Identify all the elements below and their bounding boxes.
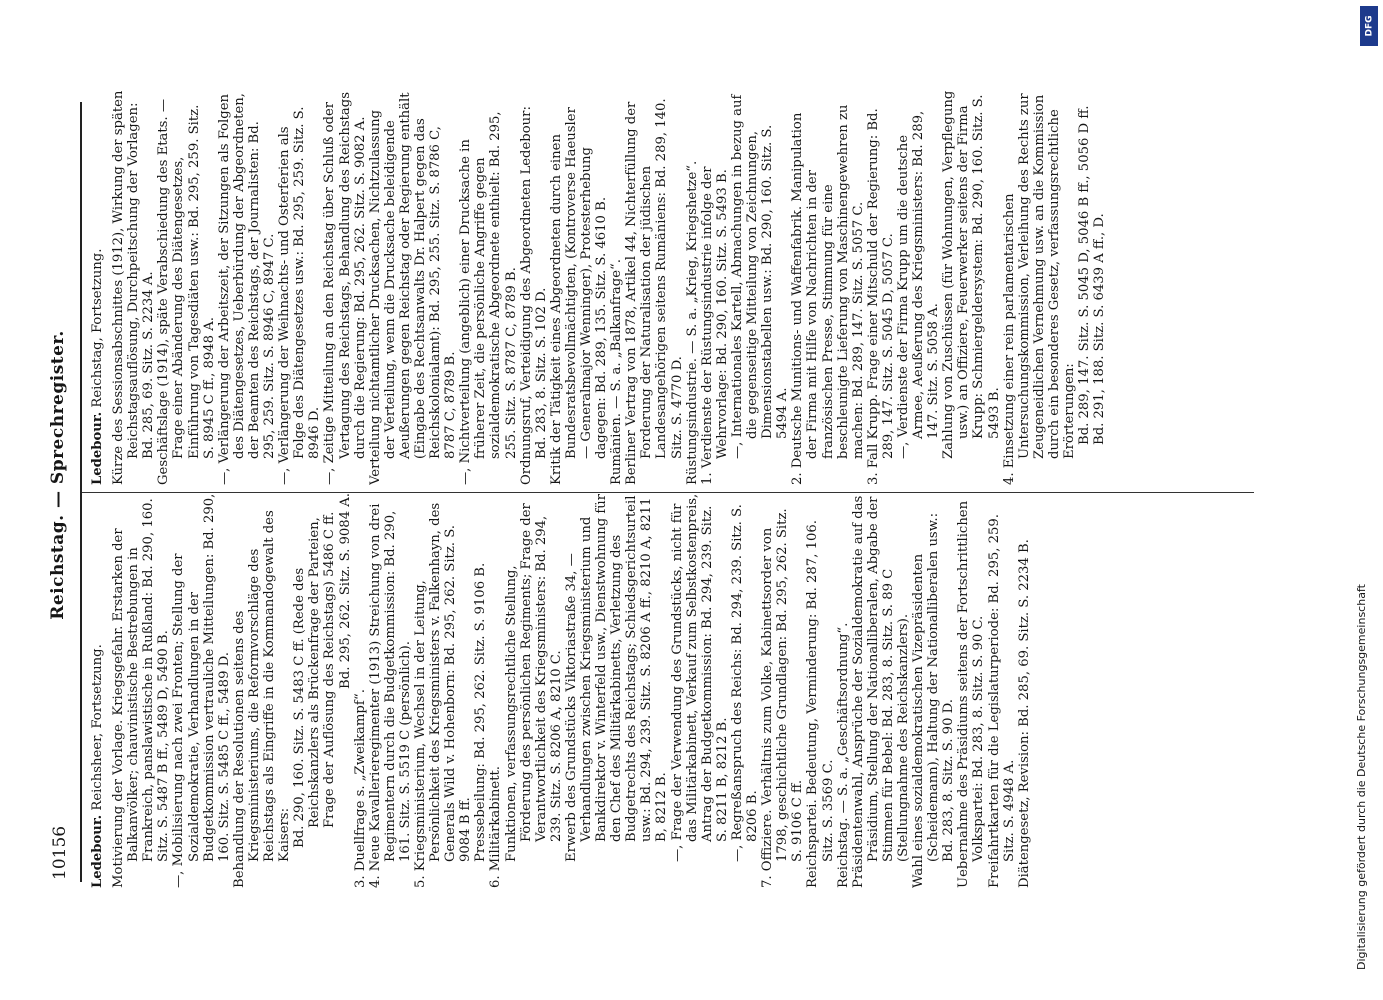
register-entry: Motivierung der Vorlage. Kriegsgefahr. Erstarken der Balkanvölker; chauvinistische Bestrebungen in Frankreich, panslawistische in Rußland: Bd. 290, 160. Sitz. S. 5487 B ff., 5489 D, 5490 B. <box>111 498 172 888</box>
register-entry: 3. Duellfrage s. „Zweikampf“. <box>352 689 368 888</box>
register-entry: 5. Kriegsministerium, Wechsel in der Leitung, Persönlichkeit des Kriegsministers v. Falkenhayn, des Generals Wild v. Hohenborn: Bd. 295, 262. Sitz. S. 9084 B ff. <box>412 502 474 888</box>
register-entry: —, Verlängerung der Weihnachts- und Osterferien als Folge des Diätengesetzes usw.: Bd. 295, 259. Sitz. S. 8946 D. <box>277 106 323 485</box>
register-entry: Erwerb des Grundstücks Viktoriastraße 34, — Verhandlungen zwischen Kriegsministerium und Bankdirektor v. Winterfeld usw., Dienstwohnung für den Chef des Militärkabinetts, Verletzung des Budgetrechts des Reichstags; Schiedsgerichtsurteil usw.: Bd. 294, 239. Sitz. S. 8206 A ff., 8210 A, 8211 B, 8212 B. <box>563 493 670 862</box>
register-entry: 3. Fall Krupp. Frage einer Mitschuld der Regierung: Bd. 289, 147. Sitz. S. 5045 D, 5057 C. <box>865 108 896 485</box>
register-entry: —, Zeitige Mitteilung an den Reichstag über Schluß oder Vertagung des Reichstags, Behandlung des Reichstags durch die Regierung: Bd. 295, 262. Sitz. S. 9082 A. <box>322 91 368 485</box>
register-entry: Diätengesetz, Revision: Bd. 285, 69. Sitz. S. 2234 B. <box>1016 539 1032 888</box>
register-entry: Reichstag. — S. a. „Geschäftsordnung“. <box>835 622 851 888</box>
register-entry: Zahlung von Zuschüssen (für Wohnungen, Verpflegung usw.) an Offiziere, Feuerwerker seitens der Firma Krupp: Schmiergeldersystem: Bd. 290, 160. Sitz. S. 5493 B. <box>941 90 1002 459</box>
right-column-heading <box>90 90 105 485</box>
register-entry: Rüstungsindustrie. — S. a. „Krieg, Kriegshetze“. <box>684 160 700 485</box>
register-entry: Berliner Vertrag von 1878, Artikel 44, Nichterfüllung der Forderung der Naturalisation der jüdischen Landesangehörigen seitens Rumäniens: Bd. 289, 140. Sitz. S. 4770 D. <box>624 98 685 485</box>
right-speaker-name: Ledebour. <box>90 411 105 485</box>
register-entry: Bd. 289, 147. Sitz. S. 5045 D, 5046 B ff., 5056 D ff. <box>1077 105 1093 445</box>
register-entry: Rumänien. — S. a. „Balkanfrage“. <box>609 259 625 485</box>
register-entry: Geschäftslage (1914), späte Verabschiedung des Etats. — Frage einer Abänderung des Diätengesetzes, Einführung von Tagesdiäten usw.: Bd. 295, 259. Sitz. S. 8945 C ff., 8948 A. <box>156 98 217 485</box>
register-entry: Freifahrtkarten für die Legislaturperiode: Bd. 295, 259. Sitz. S. 4948 A. <box>986 514 1017 888</box>
register-entry: —, Verlängerung der Arbeitszeit, der Sitzungen als Folgen des Diätengesetzes, Ueberbürdung der Abgeordneten, der Beamten des Reichstags, der Journalisten: Bd. 295, 259. Sitz. S. 8946 C, 8947 C. <box>216 93 278 485</box>
register-entry: 1. Verdienste der Rüstungsindustrie infolge der Wehrvorlage: Bd. 290, 160. Sitz. S. 5493 B. <box>699 166 730 485</box>
register-entry: 4. Einsetzung einer rein parlamentarischen Untersuchungskommission, Verleihung des Rechts zur Zeugeneidlichen Vernehmung usw. an die Kommission durch ein besonderes Gesetz, verfassungsrechtliche Erörterungen: <box>1001 93 1077 485</box>
register-entry: 4. Neue Kavallerieregimenter (1913) Streichung von drei Regimentern durch die Budgetkommission: Bd. 290, 161. Sitz. S. 5519 C (persönlich). <box>367 503 413 888</box>
register-entry: —, Nichtverteilung (angeblich) einer Drucksache in früherer Zeit, die persönliche Angriffe gegen sozialdemokratische Abgeordnete enthielt: Bd. 295, 255. Sitz. S. 8787 C, 8789 B. <box>458 111 519 485</box>
right-entries <box>111 90 1107 485</box>
dfg-logo <box>1360 6 1378 46</box>
register-entry: —, Internationales Kartell, Abmachungen in bezug auf die gegenseitige Mitteilung von Zeichnungen, Dimensionstabellen usw.: Bd. 290, 160. Sitz. S. 5494 A. <box>729 94 791 459</box>
register-entry: Kürze des Sessionsabschnittes (1912), Wirkung der späten Reichstagsauflösung, Durchpeitschung der Vorlagen: Bd. 285, 69. Sitz. S. 2234 A. <box>111 90 157 485</box>
dfg-logo-text: DFG <box>1364 15 1375 37</box>
left-speaker-name: Ledebour. <box>90 814 105 888</box>
register-entry: Behandlung der Resolutionen seitens des Kriegsministeriums, die Reformvorschläge des Reichstags als Eingriffe in die Kommandogewalt des Kaisers: <box>231 510 293 888</box>
left-continuation: Reichsheer, Fortsetzung. <box>90 644 105 811</box>
register-entry: Uebernahme des Präsidiums seitens der Fortschrittlichen Volkspartei: Bd. 283, 8. Sitz. S. 90 C. <box>956 500 987 888</box>
register-entry: Bd. 291, 188. Sitz. S. 6439 A ff., D. <box>1092 213 1108 445</box>
digitization-note-text: Digitalisierung gefördert durch die Deutsche Forschungsgemeinschaft <box>1355 584 1368 970</box>
left-entries <box>111 493 1032 888</box>
left-column <box>90 493 1032 888</box>
register-entry: Pressebeilung: Bd. 295, 262. Sitz. S. 9106 B. <box>473 562 489 862</box>
register-entry: Kritik der Tätigkeit eines Abgeordneten durch einen Bundesratsbevollmächtigten, (Kontroverse Haeusler — Generalmajor Wenninger), Protesterhebung dagegen: Bd. 289, 135. Sitz. S. 4610 B. <box>548 107 610 485</box>
register-entry: Bd. 295, 262. Sitz. S. 9084 A. <box>337 493 353 689</box>
running-head: Reichstag. — Sprechregister. <box>48 330 68 620</box>
register-entry: 7. Offiziere. Verhältnis zum Volke, Kabinettsorder von 1798, geschichtliche Grundlagen: Bd. 295, 262. Sitz. S. 9106 C ff. <box>760 508 806 888</box>
register-entry: Verteilung nichtamtlicher Drucksachen, Nichtzulassung der Verteilung, wenn die Drucksache beleidigende Aeußerungen gegen Reichstag oder Regierung enthält (Eingabe des Rechtsanwalts Dr. Halpert gegen das Reichskolonialamt): Bd. 295, 255. Sitz. S. 8786 C, 8787 C, 8789 B. <box>367 92 459 485</box>
register-entry: Bd. 290, 160. Sitz. S. 5483 C ff. (Rede des Reichskanzlers als Brückenfrage der Parteien, Frage der Auflösung des Reichstags) 5486 C ff. <box>292 511 338 848</box>
register-entry: Präsidentenwahl, Ansprüche der Sozialdemokratie auf das Präsidium, Stellung der Nationalliberalen, Abgabe der Stimmen für Bebel: Bd. 283, 8. Sitz. S. 89 C (Stellungnahme des Reichskanzlers). <box>850 495 911 888</box>
page-number: 10156 <box>50 825 70 880</box>
right-continuation: Reichstag, Fortsetzung. <box>90 248 105 408</box>
left-column-heading <box>90 493 105 888</box>
register-entry: —, Verdienste der Firma Krupp um die deutsche Armee, Aeußerung des Kriegsministers: Bd. 289, 147. Sitz. S. 5058 A. <box>895 110 942 459</box>
register-entry: —, Frage der Verwendung des Grundstücks, nicht für das Militärkabinett, Verkauf zum Selbstkostenpreis, Antrag der Budgetkommission: Bd. 294, 239. Sitz. S. 8211 B, 8212 B. <box>669 493 730 862</box>
register-entry: 6. Militärkabinett. <box>488 766 504 888</box>
register-entry: Reichspartei. Bedeutung, Verminderung: Bd. 287, 106. Sitz. S. 3569 C. <box>805 520 836 888</box>
right-column <box>90 90 1107 485</box>
digitization-note <box>1355 30 1375 970</box>
register-entry: Ordnungsruf, Verteidigung des Abgeordneten Ledebour: Bd. 283, 8. Sitz. S. 102 D. <box>518 106 549 485</box>
register-entry: 2. Deutsche Munitions- und Waffenfabrik. Manipulation der Firma mit Hilfe von Nachrichten in der französischen Presse, Stimmung für eine beschleunigte Lieferung von Maschinengewehren zu machen: Bd. 289, 147. Sitz. S. 5057 C. <box>790 104 866 485</box>
register-entry: Funktionen, verfassungsrechtliche Stellung, Förderung des persönlichen Regiments; Frage der Verantwortlichkeit des Kriegsministers: Bd. 294, 239. Sitz. S. 8206 A, 8210 C. <box>503 503 564 862</box>
register-entry: —, Regreßanspruch des Reichs: Bd. 294, 239. Sitz. S. 8206 B. <box>729 504 761 862</box>
register-entry: Wahl eines sozialdemokratischen Vizepräsidenten (Scheidemann), Haltung der Nationalliberalen usw.: Bd. 283, 8. Sitz. S. 90 D. <box>911 512 957 888</box>
register-entry: —, Mobilisierung nach zwei Fronten; Stellung der Sozialdemokratie, Verhandlungen in der Budgetkommission vertrauliche Mitteilungen: Bd. 290, 160. Sitz. S. 5485 C ff., 5489 D. <box>171 493 232 888</box>
